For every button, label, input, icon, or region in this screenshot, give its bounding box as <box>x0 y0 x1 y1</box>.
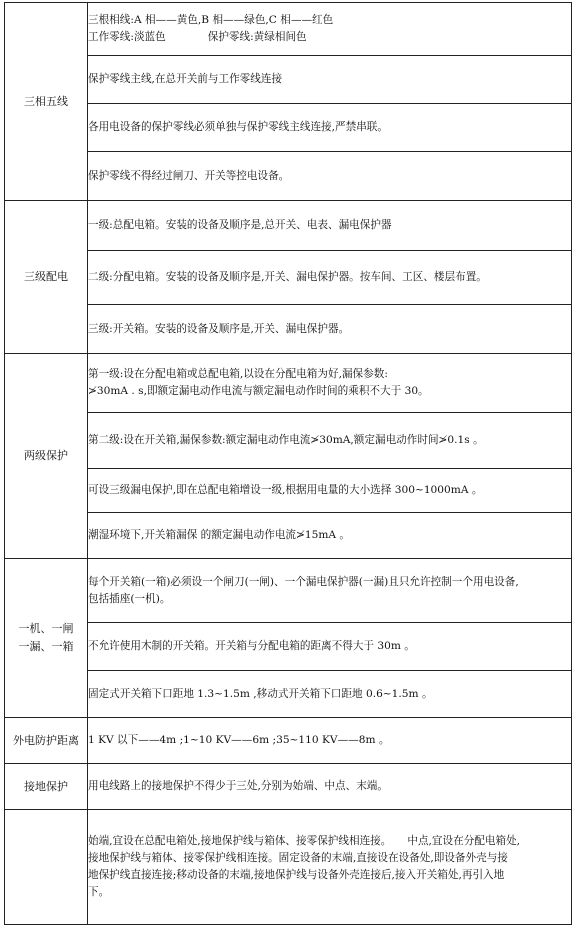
item-cell <box>88 718 572 764</box>
table-row <box>5 513 572 559</box>
table-row <box>5 810 572 925</box>
table-row <box>5 413 572 469</box>
item-cell <box>88 671 572 718</box>
item-text-row <box>88 833 571 850</box>
category-cell <box>5 764 88 810</box>
item-text: 始端,宜设在总配电箱处,接地保护线与箱体、接零保护线相连接。 <box>88 835 392 847</box>
item-cell <box>88 56 572 104</box>
item-text-row <box>88 29 571 46</box>
category-label: 一机、一闸 <box>18 622 74 635</box>
item-text: 固定式开关箱下口距地 1.3~1.5m ,移动式开关箱下口距地 0.6~1.5m 。 <box>88 687 433 700</box>
category-label: 接地保护 <box>24 779 68 793</box>
item-cell <box>88 104 572 152</box>
category-cell <box>5 810 88 925</box>
item-text: 不允许使用木制的开关箱。开关箱与分配电箱的距离不得大于 30m 。 <box>88 640 415 652</box>
item-cell <box>88 764 572 810</box>
table-row <box>5 764 572 810</box>
item-text: 保护零线主线,在总开关前与工作零线连接 <box>88 73 283 85</box>
item-cell <box>88 513 572 559</box>
electrical-safety-table <box>4 2 572 925</box>
item-cell <box>88 354 572 413</box>
table-row <box>5 469 572 513</box>
item-cell <box>88 201 572 251</box>
item-cell <box>88 251 572 305</box>
item-text: ≯30mA . s,即额定漏电动作电流与额定漏电动作时间的乘积不大于 30。 <box>88 385 429 397</box>
item-cell <box>88 152 572 201</box>
category-label: 两级保护 <box>24 449 68 462</box>
table-row <box>5 251 572 305</box>
category-label: 三级配电 <box>24 270 68 283</box>
item-cell <box>88 559 572 623</box>
item-text: 可设三级漏电保护,即在总配电箱增设一级,根据用电量的大小选择 300~1000mA 。 <box>88 484 483 496</box>
item-text: 三根相线:A 相——黄色,B 相——绿色,C 相——红色 <box>88 14 334 26</box>
item-cell <box>88 3 572 56</box>
item-text: 地保护线直接连接;移动设备的末端,接地保护线与设备外壳连接后,接入开关箱处,再引入地 <box>88 869 505 881</box>
category-cell <box>5 3 88 201</box>
item-text: 保护零线:黄绿相间色 <box>207 31 307 43</box>
item-text: 中点,宜设在分配电箱处, <box>407 835 521 847</box>
item-text: 下。 <box>88 886 110 898</box>
item-text: 二级:分配电箱。安装的设备及顺序是,开关、漏电保护器。按车间、工区、楼层布置。 <box>88 271 487 283</box>
category-cell <box>5 354 88 559</box>
table-row <box>5 104 572 152</box>
category-cell <box>5 559 88 718</box>
table-row <box>5 305 572 354</box>
table-row <box>5 201 572 251</box>
category-label: 一漏、一箱 <box>18 640 74 653</box>
item-text: 包括插座(一机)。 <box>88 592 171 605</box>
table-row <box>5 671 572 718</box>
table-row <box>5 3 572 56</box>
item-text: 用电线路上的接地保护不得少于三处,分别为始端、中点、末端。 <box>88 780 388 792</box>
item-text: 第二级:设在开关箱,漏保参数:额定漏电动作电流≯30mA,额定漏电动作时间≯0.1s 。 <box>88 434 484 446</box>
table-row <box>5 56 572 104</box>
item-text: 保护零线不得经过闸刀、开关等控电设备。 <box>88 169 290 182</box>
category-label: 外电防护距离 <box>13 733 79 747</box>
table-row <box>5 559 572 623</box>
item-text: 1 KV 以下——4m ;1~10 KV——6m ;35~110 KV——8m 。 <box>88 734 390 746</box>
item-cell <box>88 469 572 513</box>
table-row <box>5 623 572 671</box>
item-text: 第一级:设在分配电箱或总配电箱,以设在分配电箱为好,漏保参数: <box>88 368 388 380</box>
item-cell <box>88 810 572 925</box>
item-text: 工作零线:淡蓝色 <box>88 31 166 43</box>
item-text: 接地保护线与箱体、接零保护线相连接。固定设备的末端,直接设在设备处,即设备外壳与接 <box>88 852 508 864</box>
item-text: 每个开关箱(一箱)必须设一个闸刀(一闸)、一个漏电保护器(一漏)且只允许控制一个用电设备, <box>88 575 519 588</box>
category-cell <box>5 718 88 764</box>
item-text: 三级:开关箱。安装的设备及顺序是,开关、漏电保护器。 <box>88 322 350 335</box>
item-cell <box>88 305 572 354</box>
item-text: 各用电设备的保护零线必须单独与保护零线主线连接,严禁串联。 <box>88 121 388 133</box>
item-text: 潮湿环境下,开关箱漏保 的额定漏电动作电流≯15mA 。 <box>88 529 351 541</box>
item-cell <box>88 623 572 671</box>
table-row <box>5 152 572 201</box>
category-label: 三相五线 <box>24 94 68 108</box>
item-text: 一级:总配电箱。安装的设备及顺序是,总开关、电表、漏电保护器 <box>88 219 392 231</box>
category-cell <box>5 201 88 354</box>
item-cell <box>88 413 572 469</box>
table-row <box>5 718 572 764</box>
table-row <box>5 354 572 413</box>
